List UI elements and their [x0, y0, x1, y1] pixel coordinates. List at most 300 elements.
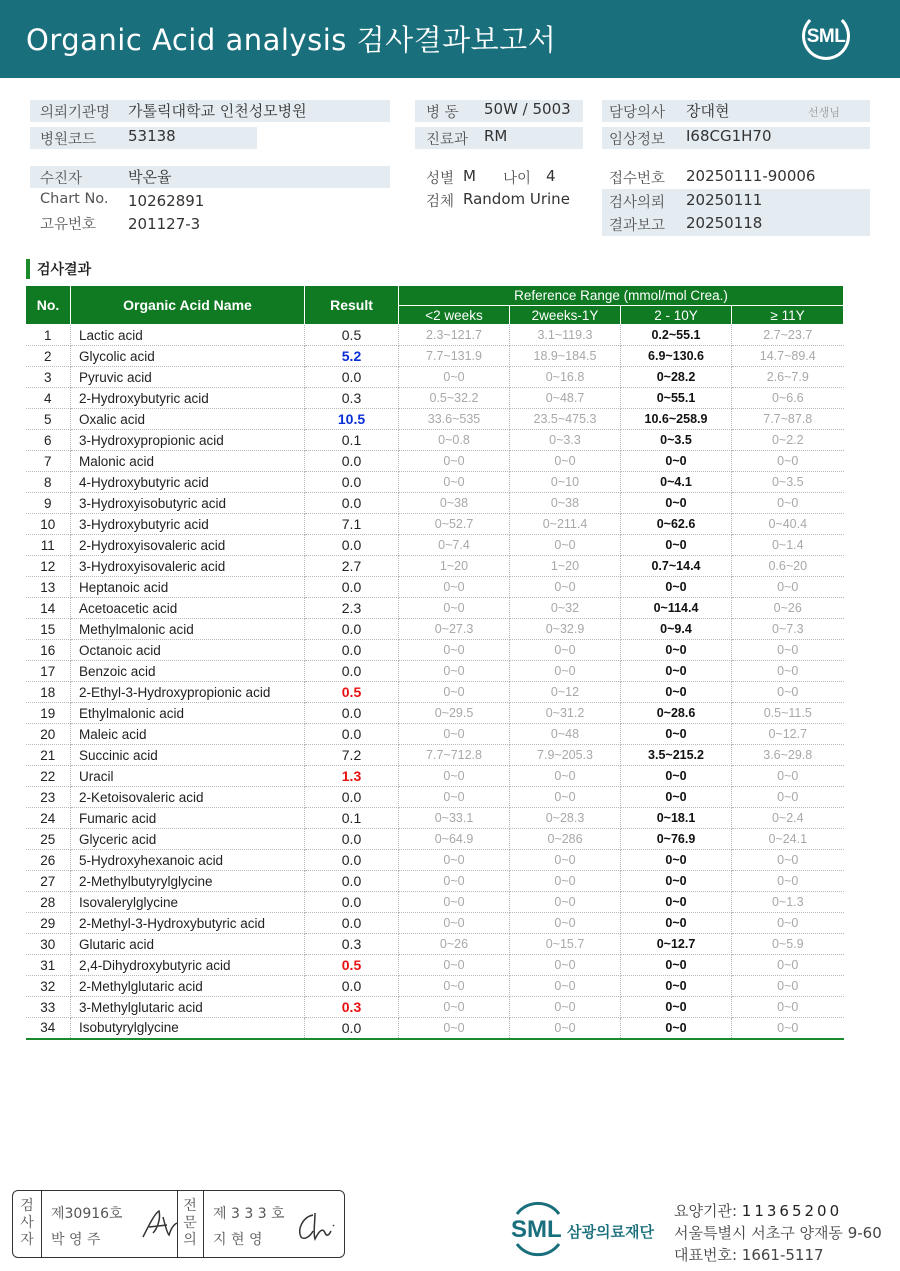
- ref-range-2-10y: 0~0: [621, 493, 732, 514]
- row-number: 26: [26, 850, 71, 871]
- ref-range-11y-plus: 0~0: [732, 640, 844, 661]
- ref-range-11y-plus: 0~0: [732, 997, 844, 1018]
- ref-range-11y-plus: 0~26: [732, 598, 844, 619]
- table-row: [26, 472, 844, 493]
- ward-value: 50W / 5003: [484, 100, 571, 118]
- table-row: [26, 598, 844, 619]
- ref-range-2-10y: 0~0: [621, 892, 732, 913]
- ref-range-11y-plus: 0~0: [732, 451, 844, 472]
- sex-label: 성별: [426, 171, 455, 187]
- row-number: 9: [26, 493, 71, 514]
- footer-code: 요양기관: 11365200: [674, 1202, 843, 1220]
- uid-value: 201127-3: [128, 215, 201, 233]
- ref-range-under-2-weeks: 0~0: [399, 1018, 510, 1039]
- report-title: Organic Acid analysis 검사결과보고서: [26, 23, 557, 57]
- ref-range-2-10y: 0~28.2: [621, 367, 732, 388]
- ref-range-11y-plus: 0~0: [732, 850, 844, 871]
- row-number: 24: [26, 808, 71, 829]
- ref-range-2weeks-1y: 0~3.3: [510, 430, 621, 451]
- ref-range-11y-plus: 0~5.9: [732, 934, 844, 955]
- tester-name: 박 영 주: [51, 1232, 101, 1248]
- ref-range-2weeks-1y: 0~31.2: [510, 703, 621, 724]
- section-title: 검사결과: [26, 259, 91, 279]
- ref-range-2weeks-1y: 0~0: [510, 766, 621, 787]
- ref-range-under-2-weeks: 0~26: [399, 934, 510, 955]
- row-number: 29: [26, 913, 71, 934]
- ref-range-2weeks-1y: 3.1~119.3: [510, 325, 621, 346]
- row-number: 20: [26, 724, 71, 745]
- ref-range-11y-plus: 7.7~87.8: [732, 409, 844, 430]
- ref-range-2weeks-1y: 0~0: [510, 451, 621, 472]
- report-value: 20250118: [686, 214, 763, 232]
- row-number: 10: [26, 514, 71, 535]
- ref-range-2weeks-1y: 0~28.3: [510, 808, 621, 829]
- result-value: 1.3: [305, 766, 399, 787]
- table-row: [26, 808, 844, 829]
- footer-logo: [509, 1200, 669, 1258]
- ref-range-2weeks-1y: 0~38: [510, 493, 621, 514]
- row-number: 1: [26, 325, 71, 346]
- acid-name: Benzoic acid: [71, 661, 305, 682]
- result-value: 0.0: [305, 829, 399, 850]
- acid-name: 3-Hydroxypropionic acid: [71, 430, 305, 451]
- result-value: 0.1: [305, 808, 399, 829]
- result-value: 0.0: [305, 976, 399, 997]
- ref-range-11y-plus: 0~0: [732, 1018, 844, 1039]
- table-row: [26, 724, 844, 745]
- specimen-label: 검체: [426, 194, 455, 210]
- result-value: 5.2: [305, 346, 399, 367]
- ref-range-2-10y: 0~0: [621, 577, 732, 598]
- ref-range-2-10y: 0~0: [621, 997, 732, 1018]
- header-ref-col: 2 - 10Y: [621, 306, 732, 325]
- ref-range-under-2-weeks: 0.5~32.2: [399, 388, 510, 409]
- acid-name: Maleic acid: [71, 724, 305, 745]
- ref-range-2-10y: 0~0: [621, 787, 732, 808]
- ref-range-under-2-weeks: 0~0: [399, 787, 510, 808]
- row-number: 5: [26, 409, 71, 430]
- ref-range-11y-plus: 14.7~89.4: [732, 346, 844, 367]
- table-row: [26, 829, 844, 850]
- header-no: No.: [26, 286, 71, 325]
- ref-range-11y-plus: 0.5~11.5: [732, 703, 844, 724]
- ref-range-11y-plus: 0~0: [732, 493, 844, 514]
- row-number: 34: [26, 1018, 71, 1039]
- header-result: Result: [305, 286, 399, 325]
- ref-range-under-2-weeks: 0~0: [399, 472, 510, 493]
- ref-range-under-2-weeks: 0~0: [399, 598, 510, 619]
- hospital-code-label: 병원코드: [40, 132, 97, 148]
- ref-range-2-10y: 0~18.1: [621, 808, 732, 829]
- row-number: 6: [26, 430, 71, 451]
- table-row: [26, 934, 844, 955]
- ref-range-under-2-weeks: 7.7~712.8: [399, 745, 510, 766]
- ref-range-under-2-weeks: 0~0.8: [399, 430, 510, 451]
- acid-name: 2-Methylglutaric acid: [71, 976, 305, 997]
- ref-range-2-10y: 0~4.1: [621, 472, 732, 493]
- doctor-value: 장대현: [686, 102, 730, 120]
- result-value: 0.0: [305, 493, 399, 514]
- result-value: 10.5: [305, 409, 399, 430]
- result-value: 0.5: [305, 682, 399, 703]
- acid-name: 2-Hydroxyisovaleric acid: [71, 535, 305, 556]
- ref-range-2weeks-1y: 1~20: [510, 556, 621, 577]
- acid-name: 3-Methylglutaric acid: [71, 997, 305, 1018]
- ref-range-2-10y: 0~28.6: [621, 703, 732, 724]
- ref-range-2-10y: 0~62.6: [621, 514, 732, 535]
- acid-name: 3-Hydroxyisobutyric acid: [71, 493, 305, 514]
- ref-range-2-10y: 0.7~14.4: [621, 556, 732, 577]
- sml-logo-icon: SML: [798, 12, 854, 66]
- row-number: 23: [26, 787, 71, 808]
- ref-range-under-2-weeks: 0~0: [399, 640, 510, 661]
- footer-logo-text: SML: [511, 1216, 562, 1243]
- ref-range-under-2-weeks: 2.3~121.7: [399, 325, 510, 346]
- result-value: 0.5: [305, 325, 399, 346]
- row-number: 27: [26, 871, 71, 892]
- ref-range-under-2-weeks: 0~33.1: [399, 808, 510, 829]
- patient-name-label: 수진자: [40, 171, 83, 187]
- ref-range-11y-plus: 2.7~23.7: [732, 325, 844, 346]
- ref-range-2weeks-1y: 0~0: [510, 577, 621, 598]
- ref-range-2-10y: 0~9.4: [621, 619, 732, 640]
- ref-range-under-2-weeks: 0~0: [399, 682, 510, 703]
- ref-range-2weeks-1y: 7.9~205.3: [510, 745, 621, 766]
- ref-range-under-2-weeks: 0~0: [399, 451, 510, 472]
- age-value: 4: [546, 167, 556, 185]
- result-value: 0.3: [305, 997, 399, 1018]
- table-row: [26, 682, 844, 703]
- ref-range-2-10y: 0~0: [621, 724, 732, 745]
- footer-phone: 대표번호: 1661-5117: [674, 1246, 824, 1264]
- acid-name: Malonic acid: [71, 451, 305, 472]
- table-row: [26, 514, 844, 535]
- ref-range-2weeks-1y: 0~32.9: [510, 619, 621, 640]
- header-reference: Reference Range (mmol/mol Crea.): [399, 286, 844, 306]
- table-row: [26, 388, 844, 409]
- row-number: 4: [26, 388, 71, 409]
- ref-range-2-10y: 0.2~55.1: [621, 325, 732, 346]
- ref-range-under-2-weeks: 0~0: [399, 997, 510, 1018]
- acid-name: Acetoacetic acid: [71, 598, 305, 619]
- header-ref-col: 2weeks-1Y: [510, 306, 621, 325]
- report-label: 결과보고: [609, 218, 666, 234]
- ref-range-2weeks-1y: 0~0: [510, 535, 621, 556]
- ref-range-under-2-weeks: 0~0: [399, 850, 510, 871]
- ref-range-11y-plus: 0~0: [732, 787, 844, 808]
- ref-range-under-2-weeks: 0~27.3: [399, 619, 510, 640]
- result-value: 0.0: [305, 787, 399, 808]
- ref-range-11y-plus: 0~0: [732, 682, 844, 703]
- row-number: 22: [26, 766, 71, 787]
- ref-range-2weeks-1y: 0~0: [510, 1018, 621, 1039]
- acid-name: Fumaric acid: [71, 808, 305, 829]
- ref-range-11y-plus: 0~0: [732, 976, 844, 997]
- specialist-number: 제 3 3 3 호: [213, 1206, 285, 1222]
- ref-range-2weeks-1y: 0~0: [510, 892, 621, 913]
- specialist-name: 지 현 영: [213, 1232, 263, 1248]
- acid-name: Methylmalonic acid: [71, 619, 305, 640]
- ref-range-11y-plus: 0~2.2: [732, 430, 844, 451]
- ref-range-2-10y: 0~0: [621, 535, 732, 556]
- table-row: [26, 556, 844, 577]
- row-number: 3: [26, 367, 71, 388]
- ref-range-2weeks-1y: 18.9~184.5: [510, 346, 621, 367]
- result-value: 0.0: [305, 577, 399, 598]
- ref-range-11y-plus: 3.6~29.8: [732, 745, 844, 766]
- ref-range-2weeks-1y: 0~0: [510, 955, 621, 976]
- chart-label: Chart No.: [40, 191, 109, 207]
- row-number: 31: [26, 955, 71, 976]
- acid-name: Ethylmalonic acid: [71, 703, 305, 724]
- row-number: 14: [26, 598, 71, 619]
- ref-range-2weeks-1y: 0~10: [510, 472, 621, 493]
- ref-range-under-2-weeks: 0~64.9: [399, 829, 510, 850]
- ref-range-2-10y: 0~0: [621, 661, 732, 682]
- ref-range-2weeks-1y: 0~48.7: [510, 388, 621, 409]
- clinical-label: 임상정보: [609, 132, 666, 148]
- tester-number: 제30916호: [51, 1206, 123, 1222]
- signature-box: [12, 1190, 345, 1258]
- ref-range-2weeks-1y: 0~0: [510, 997, 621, 1018]
- acid-name: 4-Hydroxybutyric acid: [71, 472, 305, 493]
- row-number: 13: [26, 577, 71, 598]
- acid-name: Lactic acid: [71, 325, 305, 346]
- table-row: [26, 577, 844, 598]
- ref-range-under-2-weeks: 1~20: [399, 556, 510, 577]
- acid-name: Glycolic acid: [71, 346, 305, 367]
- dept-value: RM: [484, 127, 508, 145]
- table-row: [26, 346, 844, 367]
- uid-label: 고유번호: [40, 217, 97, 233]
- ref-range-under-2-weeks: 0~38: [399, 493, 510, 514]
- ref-range-2weeks-1y: 0~0: [510, 850, 621, 871]
- results-body: [26, 325, 844, 1039]
- ref-range-2weeks-1y: 0~32: [510, 598, 621, 619]
- header-ref-col: <2 weeks: [399, 306, 510, 325]
- row-number: 19: [26, 703, 71, 724]
- ref-range-under-2-weeks: 0~0: [399, 976, 510, 997]
- table-row: [26, 766, 844, 787]
- institution-label: 의뢰기관명: [40, 105, 111, 121]
- result-value: 0.0: [305, 850, 399, 871]
- result-value: 0.0: [305, 619, 399, 640]
- sex-value: M: [463, 167, 476, 185]
- table-row: [26, 325, 844, 346]
- ref-range-2-10y: 0~0: [621, 1018, 732, 1039]
- tester-label: 검 사 자: [20, 1198, 34, 1248]
- ref-range-2weeks-1y: 0~286: [510, 829, 621, 850]
- ref-range-11y-plus: 0~6.6: [732, 388, 844, 409]
- acid-name: 5-Hydroxyhexanoic acid: [71, 850, 305, 871]
- doctor-label: 담당의사: [609, 105, 666, 121]
- ref-range-11y-plus: 0~2.4: [732, 808, 844, 829]
- result-value: 0.0: [305, 472, 399, 493]
- table-row: [26, 640, 844, 661]
- footer-org-name: 삼광의료재단: [567, 1223, 654, 1241]
- ref-range-2-10y: 0~0: [621, 913, 732, 934]
- acid-name: Oxalic acid: [71, 409, 305, 430]
- row-number: 18: [26, 682, 71, 703]
- acid-name: Heptanoic acid: [71, 577, 305, 598]
- table-row: [26, 955, 844, 976]
- ref-range-2-10y: 3.5~215.2: [621, 745, 732, 766]
- ward-label: 병 동: [426, 105, 459, 121]
- ref-range-under-2-weeks: 33.6~535: [399, 409, 510, 430]
- ref-range-11y-plus: 0~3.5: [732, 472, 844, 493]
- report-header: [0, 0, 900, 78]
- ref-range-2-10y: 0~3.5: [621, 430, 732, 451]
- request-label: 검사의뢰: [609, 195, 666, 211]
- table-row: [26, 913, 844, 934]
- ref-range-2-10y: 0~0: [621, 871, 732, 892]
- ref-range-2weeks-1y: 0~15.7: [510, 934, 621, 955]
- ref-range-under-2-weeks: 0~0: [399, 661, 510, 682]
- row-number: 7: [26, 451, 71, 472]
- acid-name: Pyruvic acid: [71, 367, 305, 388]
- dept-label: 진료과: [426, 132, 469, 148]
- acid-name: 2-Methyl-3-Hydroxybutyric acid: [71, 913, 305, 934]
- ref-range-11y-plus: 0.6~20: [732, 556, 844, 577]
- ref-range-11y-plus: 0~24.1: [732, 829, 844, 850]
- ref-range-2-10y: 10.6~258.9: [621, 409, 732, 430]
- ref-range-11y-plus: 0~0: [732, 871, 844, 892]
- age-label: 나이: [503, 171, 532, 187]
- doctor-suffix: 선생님: [808, 106, 840, 119]
- table-row: [26, 787, 844, 808]
- ref-range-11y-plus: 0~40.4: [732, 514, 844, 535]
- ref-range-11y-plus: 2.6~7.9: [732, 367, 844, 388]
- header-ref-col: ≥ 11Y: [732, 306, 844, 325]
- row-number: 33: [26, 997, 71, 1018]
- acid-name: Glutaric acid: [71, 934, 305, 955]
- ref-range-under-2-weeks: 0~7.4: [399, 535, 510, 556]
- row-number: 16: [26, 640, 71, 661]
- header-name: Organic Acid Name: [71, 286, 305, 325]
- ref-range-2weeks-1y: 23.5~475.3: [510, 409, 621, 430]
- ref-range-2weeks-1y: 0~0: [510, 640, 621, 661]
- acid-name: Uracil: [71, 766, 305, 787]
- request-value: 20250111: [686, 191, 763, 209]
- acid-name: 3-Hydroxyisovaleric acid: [71, 556, 305, 577]
- result-value: 0.0: [305, 913, 399, 934]
- result-value: 0.0: [305, 703, 399, 724]
- patient-name-value: 박온율: [128, 168, 172, 186]
- ref-range-under-2-weeks: 0~0: [399, 913, 510, 934]
- ref-range-2-10y: 0~0: [621, 640, 732, 661]
- ref-range-2weeks-1y: 0~0: [510, 913, 621, 934]
- acid-name: Isobutyrylglycine: [71, 1018, 305, 1039]
- result-value: 0.0: [305, 535, 399, 556]
- table-row: [26, 661, 844, 682]
- ref-range-under-2-weeks: 0~0: [399, 577, 510, 598]
- row-number: 12: [26, 556, 71, 577]
- table-row: [26, 703, 844, 724]
- table-row: [26, 871, 844, 892]
- ref-range-under-2-weeks: 0~0: [399, 955, 510, 976]
- result-value: 7.1: [305, 514, 399, 535]
- receipt-value: 20250111-90006: [686, 167, 816, 185]
- specialist-label: 전 문 의: [183, 1198, 197, 1248]
- hospital-code-value: 53138: [128, 127, 176, 145]
- ref-range-11y-plus: 0~7.3: [732, 619, 844, 640]
- result-value: 0.5: [305, 955, 399, 976]
- row-number: 21: [26, 745, 71, 766]
- table-row: [26, 892, 844, 913]
- table-row: [26, 430, 844, 451]
- result-value: 0.0: [305, 661, 399, 682]
- result-value: 0.0: [305, 451, 399, 472]
- table-row: [26, 745, 844, 766]
- table-row: [26, 850, 844, 871]
- ref-range-11y-plus: 0~12.7: [732, 724, 844, 745]
- ref-range-11y-plus: 0~1.3: [732, 892, 844, 913]
- result-value: 0.0: [305, 871, 399, 892]
- table-row: [26, 493, 844, 514]
- table-row: [26, 409, 844, 430]
- result-value: 2.3: [305, 598, 399, 619]
- result-value: 0.1: [305, 430, 399, 451]
- ref-range-2weeks-1y: 0~16.8: [510, 367, 621, 388]
- specimen-value: Random Urine: [463, 190, 570, 208]
- chart-value: 10262891: [128, 192, 205, 210]
- specialist-signature-icon: [295, 1209, 339, 1243]
- row-number: 2: [26, 346, 71, 367]
- results-table: [25, 285, 844, 1040]
- result-value: 7.2: [305, 745, 399, 766]
- ref-range-under-2-weeks: 0~0: [399, 724, 510, 745]
- row-number: 32: [26, 976, 71, 997]
- ref-range-11y-plus: 0~1.4: [732, 535, 844, 556]
- institution-value: 가톨릭대학교 인천성모병원: [128, 102, 307, 120]
- ref-range-2-10y: 6.9~130.6: [621, 346, 732, 367]
- acid-name: 2-Hydroxybutyric acid: [71, 388, 305, 409]
- row-number: 25: [26, 829, 71, 850]
- ref-range-2-10y: 0~76.9: [621, 829, 732, 850]
- result-value: 0.0: [305, 1018, 399, 1039]
- tester-signature-icon: [139, 1207, 179, 1243]
- result-value: 0.3: [305, 388, 399, 409]
- table-row: [26, 619, 844, 640]
- ref-range-under-2-weeks: 0~29.5: [399, 703, 510, 724]
- acid-name: Octanoic acid: [71, 640, 305, 661]
- row-number: 15: [26, 619, 71, 640]
- ref-range-under-2-weeks: 0~0: [399, 766, 510, 787]
- ref-range-2weeks-1y: 0~48: [510, 724, 621, 745]
- ref-range-11y-plus: 0~0: [732, 766, 844, 787]
- acid-name: Succinic acid: [71, 745, 305, 766]
- ref-range-2-10y: 0~0: [621, 766, 732, 787]
- acid-name: 3-Hydroxybutyric acid: [71, 514, 305, 535]
- ref-range-under-2-weeks: 0~0: [399, 367, 510, 388]
- acid-name: Glyceric acid: [71, 829, 305, 850]
- ref-range-2-10y: 0~55.1: [621, 388, 732, 409]
- row-number: 11: [26, 535, 71, 556]
- ref-range-2-10y: 0~12.7: [621, 934, 732, 955]
- result-value: 0.0: [305, 367, 399, 388]
- result-value: 2.7: [305, 556, 399, 577]
- ref-range-under-2-weeks: 0~0: [399, 892, 510, 913]
- ref-range-11y-plus: 0~0: [732, 661, 844, 682]
- row-number: 30: [26, 934, 71, 955]
- ref-range-2weeks-1y: 0~0: [510, 661, 621, 682]
- acid-name: Isovalerylglycine: [71, 892, 305, 913]
- ref-range-2-10y: 0~0: [621, 682, 732, 703]
- table-row: [26, 997, 844, 1018]
- result-value: 0.3: [305, 934, 399, 955]
- ref-range-under-2-weeks: 0~0: [399, 871, 510, 892]
- ref-range-2-10y: 0~0: [621, 451, 732, 472]
